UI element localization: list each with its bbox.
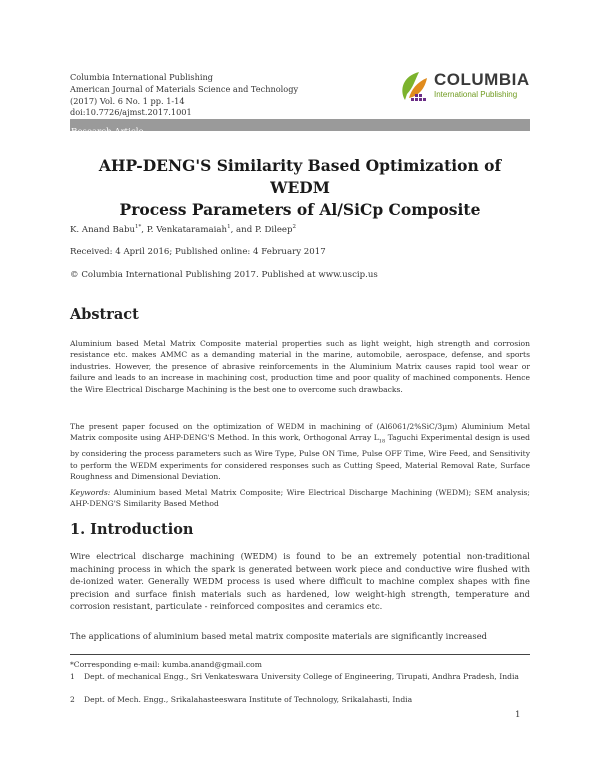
abstract-paragraph: Aluminium based Metal Matrix Composite material properties such as light weight, high strength and corrosion resistance etc. makes AMMC as a demanding material in the marine, automobile, aerospace, defense, and sports industries. However, the presence of abrasive reinforcements in the Aluminium Matrix causes rapid tool wear or failure and leads to an increase in machining cost, production time and poor quality of machined components. Hence the Wire Electrical Discharge Machining is the best one to overcome such drawbacks.	[70, 339, 530, 394]
publisher-name: Columbia International Publishing	[70, 72, 213, 82]
copyright-notice: © Columbia International Publishing 2017. Published at www.uscip.us	[70, 270, 378, 280]
abstract-text: Taguchi Experimental design is used by considering the process parameters such as Wire Type, Pulse ON Time, Pulse OFF Time, Wire Feed, and Sensitivity to perform the WEDM experiments for considered responses such as Cutting Speed, Material Removal Rate, Surface Roughness and Dimensional Deviation.	[70, 433, 530, 482]
abstract-heading: Abstract	[70, 306, 139, 323]
author-list	[70, 224, 296, 235]
paper-title	[70, 155, 530, 221]
corresponding-email: *Corresponding e-mail: kumba.anand@gmail.com	[70, 660, 262, 669]
received-dates: Received: 4 April 2016; Published online: 4 February 2017	[70, 247, 326, 257]
abstract-text: The present paper focused on the optimization of WEDM in machining of (Al6061/2%SiC/3µm) Aluminium Metal Matrix composite using AHP-DENG'S Method. In this work, Orthogonal Array L	[70, 422, 530, 443]
author-name: P. Dileep	[254, 224, 293, 235]
footnote-number: 1	[70, 672, 75, 681]
affiliation-mark: 1	[227, 224, 231, 230]
affiliation-mark: 2	[292, 224, 297, 230]
title-line-1: AHP-DENG'S Similarity Based Optimization of WEDM	[98, 156, 502, 197]
author-separator: , and	[230, 224, 255, 235]
affiliation-footnote	[70, 671, 530, 695]
author-separator: ,	[141, 224, 147, 235]
keywords	[70, 487, 530, 510]
intro-paragraph: The applications of aluminium based metal matrix composite materials are significantly increased	[70, 631, 488, 641]
logo-name: COLUMBIA	[434, 70, 530, 89]
footnote-number: 2	[70, 695, 75, 704]
keywords-label: Keywords:	[70, 488, 111, 497]
introduction-heading: 1. Introduction	[70, 521, 194, 538]
intro-paragraph: Wire electrical discharge machining (WEDM) is found to be an extremely potential non-traditional machining process in which the spark is generated between work piece and conductive wire flushed with de-ionized water. Generally WEDM process is used where difficult to machine complex shapes with fine precision and surface finish materials such as hardened, low weight-high strength, temperature and corrosion resistant, particulate - reinforced composites and ceramics etc.	[70, 551, 530, 612]
logo-subtitle: International Publishing	[434, 90, 518, 99]
affiliation-mark: 1*	[135, 224, 142, 230]
article-type-bar	[70, 119, 530, 137]
journal-volume: (2017) Vol. 6 No. 1 pp. 1-14	[70, 95, 185, 106]
footnote-rule	[70, 654, 530, 655]
page-number: 1	[515, 710, 521, 720]
journal-header	[70, 72, 298, 119]
columbia-logo	[397, 68, 532, 110]
keywords-text: Aluminium based Metal Matrix Composite; Wire Electrical Discharge Machining (WEDM); SEM analysis; AHP-DENG'S Similarity Based Method	[70, 488, 530, 509]
footnote-text: Dept. of mechanical Engg., Sri Venkateswara University College of Engineering, Tirupati, Andhra Pradesh, India	[84, 672, 519, 681]
author-name: K. Anand Babu	[70, 224, 135, 235]
article-type: Research Article	[71, 127, 144, 137]
affiliation-footnote	[70, 694, 530, 706]
footnote-text: Dept. of Mech. Engg., Srikalahasteeswara Institute of Technology, Srikalahasti, India	[84, 695, 413, 704]
corresponding-author	[70, 659, 530, 670]
author-name: P. Venkataramaiah	[146, 224, 228, 235]
leaf-icon	[397, 68, 433, 108]
title-line-2: Process Parameters of Al/SiCp Composite	[119, 200, 481, 219]
doi-link[interactable]: doi:10.7726/ajmst.2017.1001	[70, 107, 192, 118]
array-subscript: 18	[378, 438, 386, 445]
abstract-paragraph	[70, 421, 530, 483]
journal-name: American Journal of Materials Science and Technology	[70, 83, 299, 94]
